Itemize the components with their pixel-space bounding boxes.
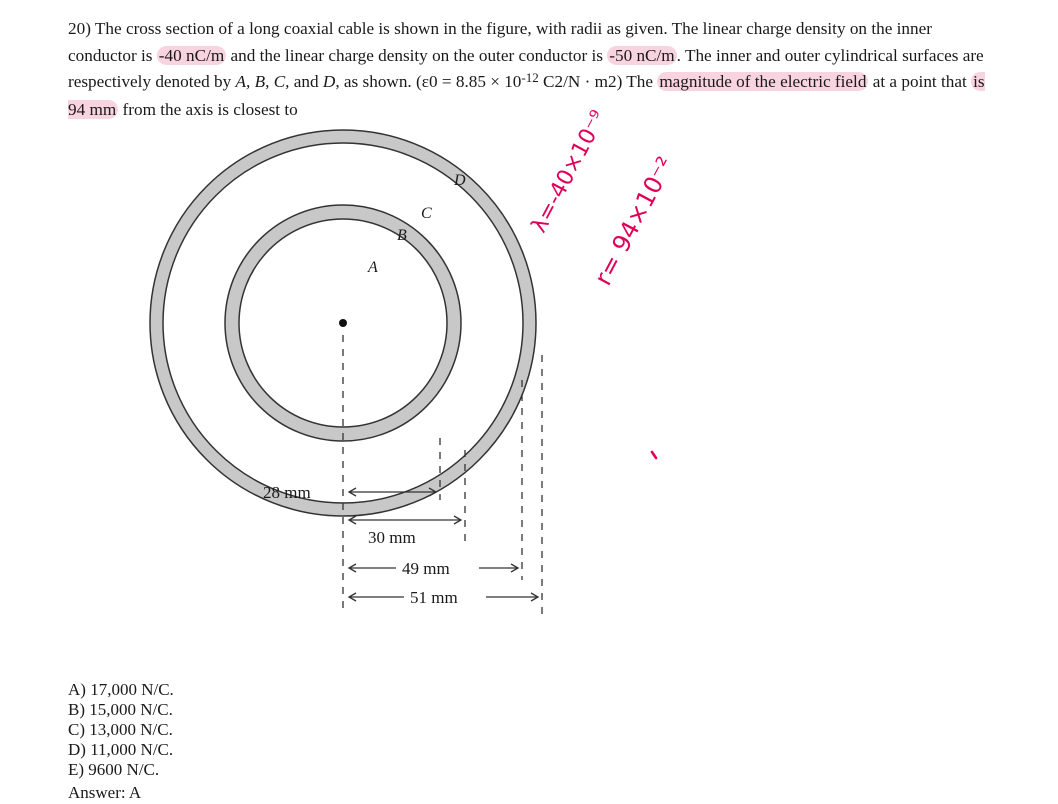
question-part: from the axis is closest to [118, 99, 298, 119]
choice-a: A) 17,000 N/C. [68, 680, 174, 699]
label-c: C [421, 205, 432, 222]
axis-dot [339, 319, 347, 327]
question-part: . The inner and outer cylindrical surfaces are respectively denoted by [68, 45, 984, 91]
r2-label: 30 mm [368, 528, 416, 547]
answer-key: Answer: A [68, 783, 142, 802]
lambda-note-text: λ=-40×10⁻⁹ [526, 106, 612, 237]
question-part: and [289, 72, 323, 91]
question-part: and the linear charge density on the outer conductor is [226, 45, 608, 65]
question-part: at a point that [868, 72, 972, 91]
surface-labels: A, B, C, [235, 72, 290, 91]
label-d: D [454, 172, 466, 189]
label-a: A [368, 259, 378, 276]
choice-c: C) 13,000 N/C. [68, 720, 173, 739]
question-part: , as shown. ( [335, 72, 422, 91]
outer-density-highlight: -50 nC/m [609, 45, 675, 65]
epsilon-value: ε0 = 8.85 × 10 [421, 72, 522, 91]
inner-density-highlight: -40 nC/m [158, 45, 225, 65]
r3-label: 49 mm [402, 559, 450, 578]
handwritten-lambda-note [527, 107, 612, 237]
question-number: 20) [68, 19, 91, 38]
answer-choices [68, 680, 174, 780]
choice-b: B) 15,000 N/C. [68, 700, 173, 719]
r-note-text: r= 94×10⁻² [588, 152, 680, 290]
question-part: The cross section of a long coaxial cable is shown in the figure, with radii as given. The linear charge density on the inner conductor is [68, 19, 932, 65]
epsilon-exponent: -12 [521, 70, 539, 85]
magnitude-highlight: magnitude of the electric field [659, 72, 867, 91]
surface-label-d: D [322, 72, 336, 91]
handwritten-r-note [589, 152, 680, 290]
epsilon-units: C2/N · m2 [538, 72, 617, 91]
r1-label: 28 mm [263, 483, 311, 502]
handwritten-tick-mark [652, 452, 656, 458]
distance-highlight: is 94 mm [68, 72, 985, 119]
question-part: ) The [616, 72, 658, 91]
r4-label: 51 mm [410, 588, 458, 607]
choice-d: D) 11,000 N/C. [68, 740, 174, 759]
label-b: B [397, 227, 407, 244]
choice-e: E) 9600 N/C. [68, 760, 160, 779]
